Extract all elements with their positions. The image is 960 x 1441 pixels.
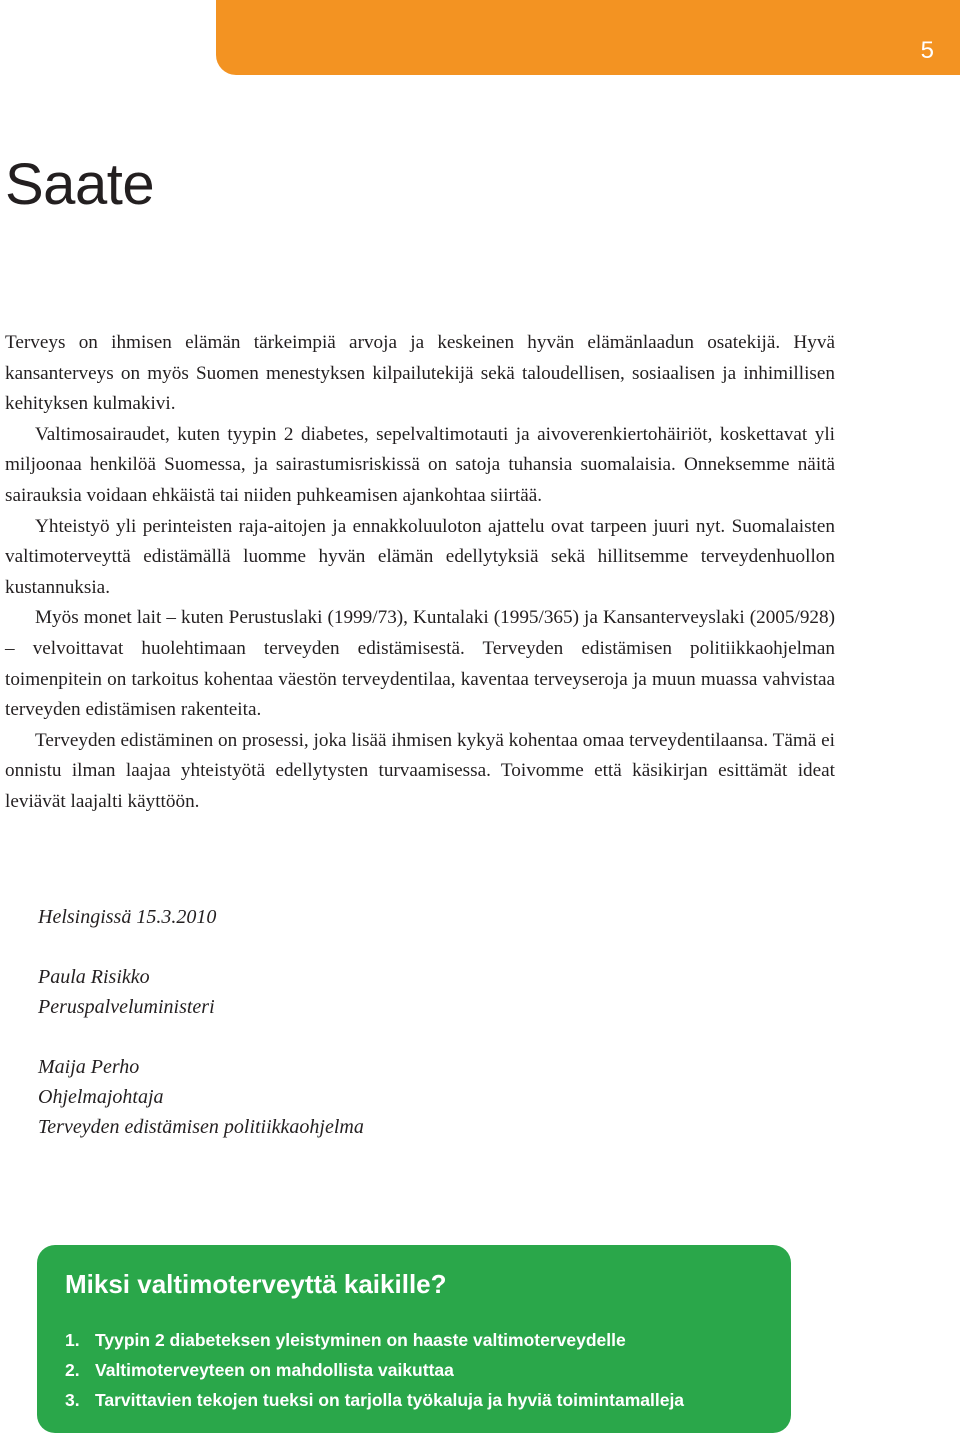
- info-box-title: Miksi valtimoterveyttä kaikille?: [65, 1269, 447, 1299]
- list-item-text: Tarvittavien tekojen tueksi on tarjolla työkaluja ja hyviä toimintamalleja: [95, 1390, 685, 1410]
- list-item-text: Tyypin 2 diabeteksen yleistyminen on haaste valtimoterveydelle: [95, 1330, 626, 1350]
- signer-name: Maija Perho: [38, 1056, 140, 1078]
- list-item: [65, 1355, 684, 1385]
- paragraph: Yhteistyö yli perinteisten raja-aitojen ja ennakkoluuloton ajattelu ovat tarpeen juuri nyt. Suomalaisten valtimoterveyttä edistämällä luomme hyvän elämän edellytyksiä sekä hillitsemme terveydenhuollon kustannuksia.: [5, 515, 835, 598]
- info-box: [37, 1245, 791, 1433]
- list-item-number: 1.: [65, 1330, 80, 1350]
- paragraph: Myös monet lait – kuten Perustuslaki (1999/73), Kuntalaki (1995/365) ja Kansanterveyslaki (2005/928) – velvoittavat huolehtimaan terveyden edistämisestä. Terveyden edistämisen politiikkaohjelman toimenpitein on tarkoitus kohentaa väestön terveydentilaa, kaventaa terveyseroja ja muun muassa vahvistaa terveyden edistämisen rakenteita.: [5, 607, 835, 721]
- page-number-tab: [216, 0, 960, 75]
- place-date: Helsingissä 15.3.2010: [38, 906, 217, 928]
- paragraph: Terveys on ihmisen elämän tärkeimpiä arvoja ja keskeinen hyvän elämänlaadun osatekijä. Hyvä kansanterveys on myös Suomen menestyksen kilpailutekijä sekä taloudellisen, sosiaalisen ja inhimillisen kehityksen kulmakivi.: [5, 332, 835, 415]
- list-item-number: 3.: [65, 1390, 80, 1410]
- paragraph: Valtimosairaudet, kuten tyypin 2 diabetes, sepelvaltimotauti ja aivoverenkiertohäiriöt, koskettavat yli miljoonaa henkilöä Suomessa, ja sairastumisriskissä on satoja tuhansia suomalaisia. Onneksemme näitä sairauksia voidaan ehkäistä tai niiden puhkeamisen ajankohtaa siirtää.: [5, 423, 835, 506]
- list-item-text: Valtimoterveyteen on mahdollista vaikuttaa: [95, 1360, 454, 1380]
- list-item-number: 2.: [65, 1360, 80, 1380]
- paragraph: Terveyden edistäminen on prosessi, joka lisää ihmisen kykyä kohentaa omaa terveydentilaansa. Tämä ei onnistu ilman laajaa yhteistyötä edellytysten turvaamisessa. Toivomme että käsikirjan esittämät ideat leviävät laajalti käyttöön.: [5, 729, 835, 812]
- signer-organization: Terveyden edistämisen politiikkaohjelma: [38, 1116, 364, 1138]
- info-box-list: [65, 1325, 684, 1415]
- signer-title: Peruspalveluministeri: [38, 996, 215, 1018]
- signer-name: Paula Risikko: [38, 966, 150, 988]
- list-item: [65, 1385, 684, 1415]
- body-text: [5, 328, 835, 818]
- signer-title: Ohjelmajohtaja: [38, 1086, 164, 1108]
- list-item: [65, 1325, 684, 1355]
- page-title: Saate: [5, 152, 155, 217]
- page-number: 5: [920, 37, 934, 64]
- signature-block: [38, 902, 364, 1172]
